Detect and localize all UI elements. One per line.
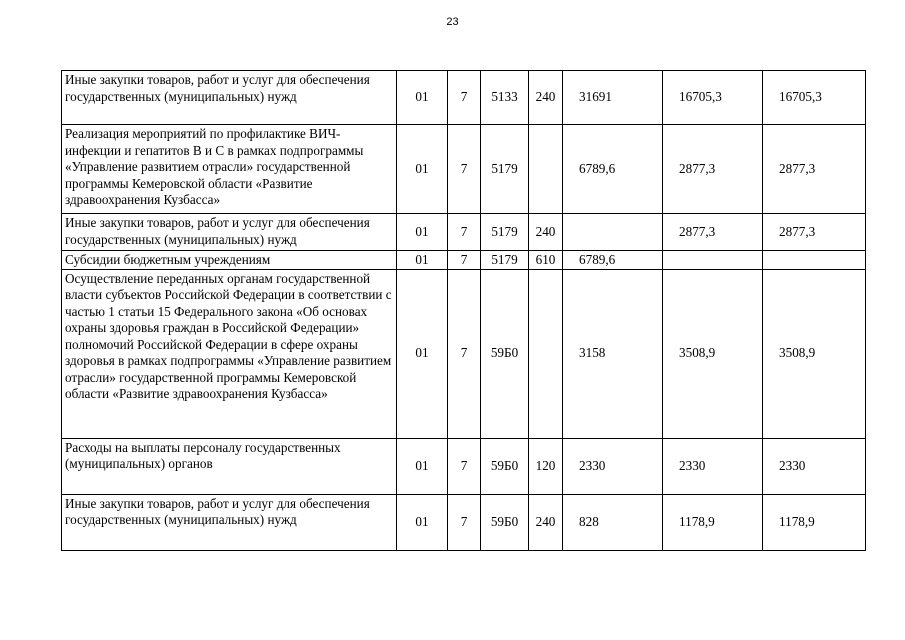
table-row <box>62 438 866 494</box>
amount-year-3-cell: 2330 <box>763 438 866 494</box>
row-description-cell: Осуществление переданных органам государственной власти субъектов Российской Федерации в соответствии с частью 1 статьи 15 Федерального закона «Об основах охраны здоровья граждан в Российской Федерации» полномочий Российской Федерации в сфере охраны здоровья в рамках подпрограммы «Управление развитием отрасли» государственной программы Кемеровской области «Развитие здравоохранения Кузбасса» <box>62 269 397 438</box>
subsection-code-cell: 7 <box>448 214 481 251</box>
expense-type-cell <box>529 269 563 438</box>
section-code-cell: 01 <box>397 125 448 214</box>
subsection-code-cell: 7 <box>448 438 481 494</box>
row-description-cell: Иные закупки товаров, работ и услуг для обеспечения государственных (муниципальных) нужд <box>62 494 397 550</box>
row-description-cell: Расходы на выплаты персоналу государственных (муниципальных) органов <box>62 438 397 494</box>
amount-year-3-cell: 2877,3 <box>763 125 866 214</box>
table-row <box>62 125 866 214</box>
page-number: 23 <box>446 16 459 28</box>
expense-type-cell: 240 <box>529 214 563 251</box>
section-code-cell: 01 <box>397 214 448 251</box>
amount-year-2-cell: 2877,3 <box>663 125 763 214</box>
row-description-cell: Субсидии бюджетным учреждениям <box>62 251 397 270</box>
table-row <box>62 494 866 550</box>
amount-year-3-cell <box>763 251 866 270</box>
target-code-cell: 5179 <box>481 125 529 214</box>
table-row <box>62 71 866 125</box>
amount-year-1-cell: 3158 <box>563 269 663 438</box>
target-code-cell: 59Б0 <box>481 494 529 550</box>
amount-year-1-cell: 31691 <box>563 71 663 125</box>
section-code-cell: 01 <box>397 251 448 270</box>
amount-year-3-cell: 2877,3 <box>763 214 866 251</box>
budget-table <box>61 70 866 551</box>
section-code-cell: 01 <box>397 269 448 438</box>
target-code-cell: 5179 <box>481 214 529 251</box>
target-code-cell: 5133 <box>481 71 529 125</box>
expense-type-cell: 120 <box>529 438 563 494</box>
expense-type-cell: 240 <box>529 71 563 125</box>
row-description-cell: Реализация мероприятий по профилактике ВИЧ-инфекции и гепатитов В и С в рамках подпрограммы «Управление развитием отрасли» государственной программы Кемеровской области «Развитие здравоохранения Кузбасса» <box>62 125 397 214</box>
amount-year-2-cell: 2330 <box>663 438 763 494</box>
amount-year-1-cell <box>563 214 663 251</box>
amount-year-3-cell: 1178,9 <box>763 494 866 550</box>
target-code-cell: 59Б0 <box>481 269 529 438</box>
amount-year-2-cell <box>663 251 763 270</box>
amount-year-2-cell: 3508,9 <box>663 269 763 438</box>
amount-year-2-cell: 16705,3 <box>663 71 763 125</box>
table-body <box>62 71 866 551</box>
amount-year-1-cell: 2330 <box>563 438 663 494</box>
amount-year-1-cell: 828 <box>563 494 663 550</box>
target-code-cell: 5179 <box>481 251 529 270</box>
subsection-code-cell: 7 <box>448 269 481 438</box>
subsection-code-cell: 7 <box>448 71 481 125</box>
amount-year-3-cell: 16705,3 <box>763 71 866 125</box>
subsection-code-cell: 7 <box>448 494 481 550</box>
target-code-cell: 59Б0 <box>481 438 529 494</box>
amount-year-2-cell: 1178,9 <box>663 494 763 550</box>
table-row <box>62 269 866 438</box>
amount-year-3-cell: 3508,9 <box>763 269 866 438</box>
expense-type-cell <box>529 125 563 214</box>
row-description-cell: Иные закупки товаров, работ и услуг для обеспечения государственных (муниципальных) нужд <box>62 71 397 125</box>
table-row <box>62 251 866 270</box>
section-code-cell: 01 <box>397 494 448 550</box>
subsection-code-cell: 7 <box>448 125 481 214</box>
amount-year-1-cell: 6789,6 <box>563 125 663 214</box>
amount-year-1-cell: 6789,6 <box>563 251 663 270</box>
expense-type-cell: 610 <box>529 251 563 270</box>
row-description-cell: Иные закупки товаров, работ и услуг для обеспечения государственных (муниципальных) нужд <box>62 214 397 251</box>
expense-type-cell: 240 <box>529 494 563 550</box>
section-code-cell: 01 <box>397 71 448 125</box>
section-code-cell: 01 <box>397 438 448 494</box>
amount-year-2-cell: 2877,3 <box>663 214 763 251</box>
subsection-code-cell: 7 <box>448 251 481 270</box>
table-row <box>62 214 866 251</box>
